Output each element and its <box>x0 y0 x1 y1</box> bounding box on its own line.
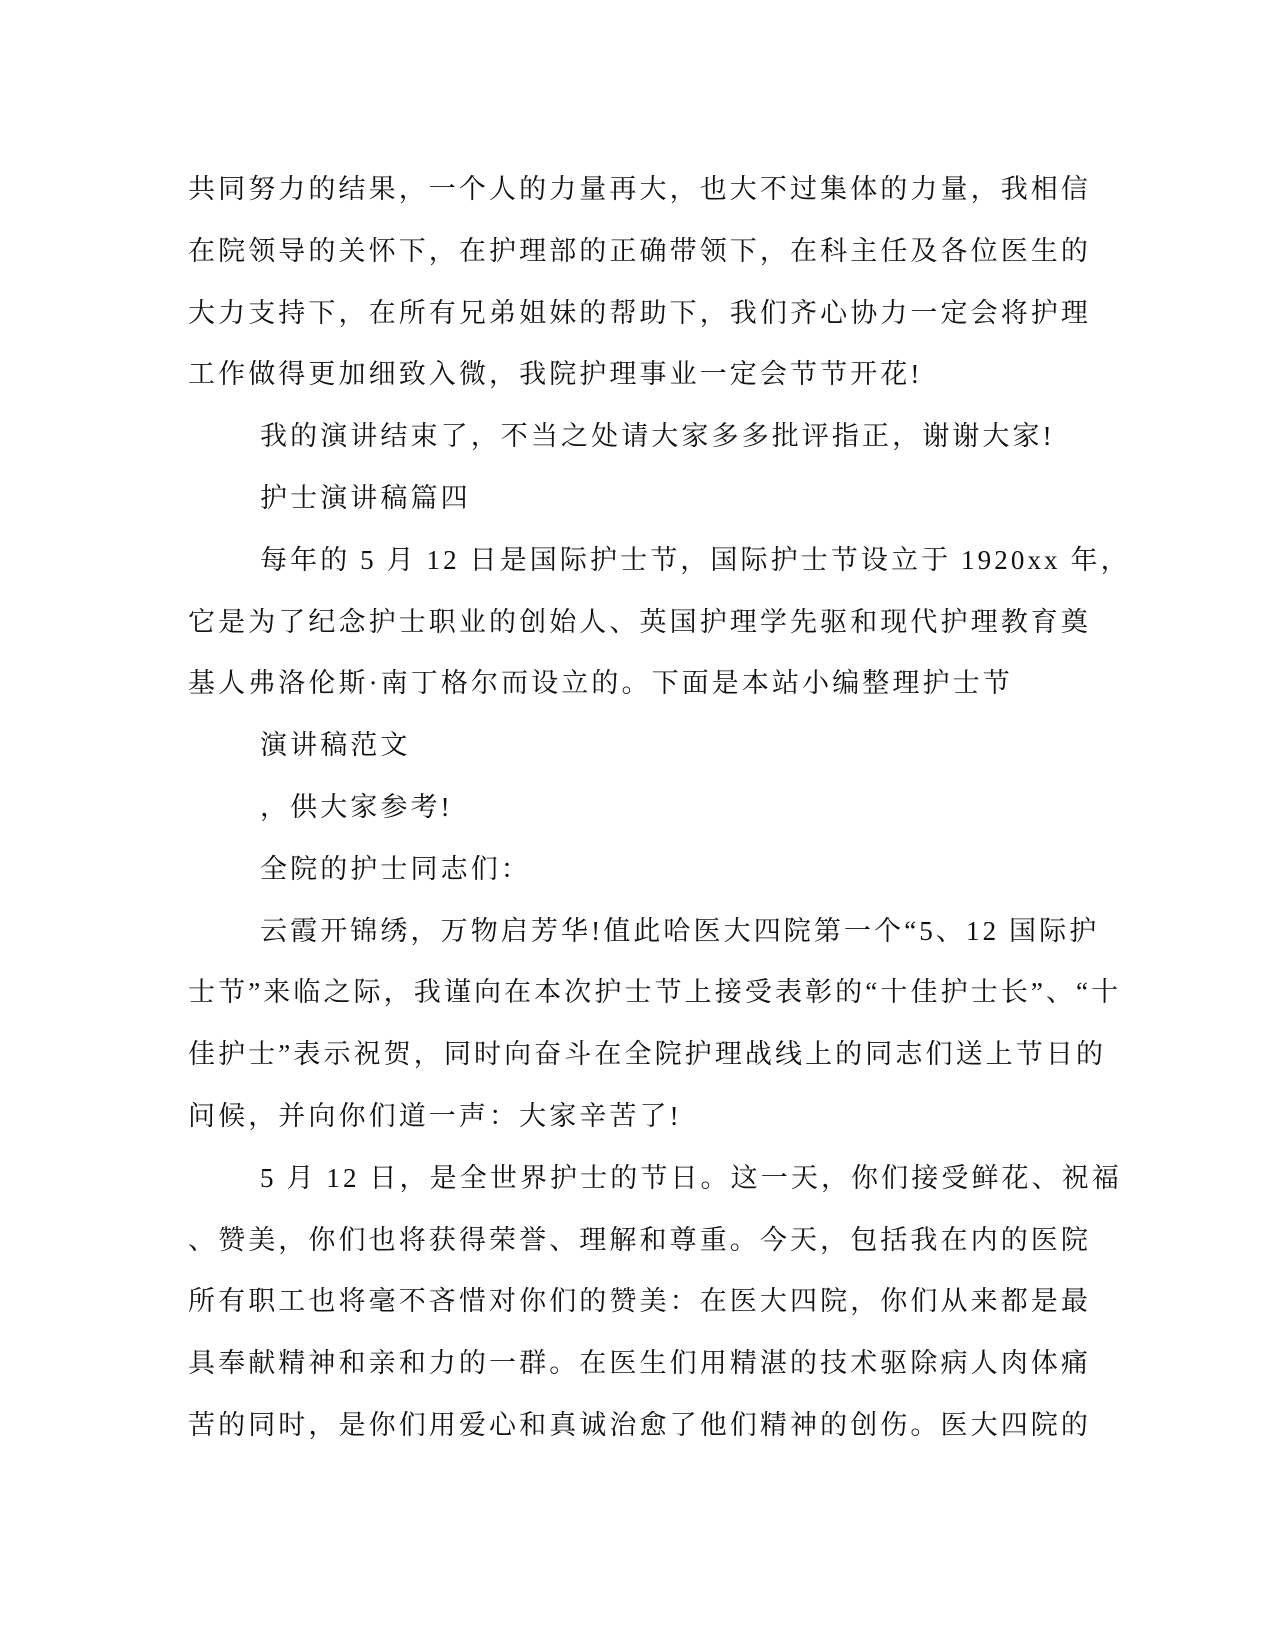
body-line: 、赞美，你们也将获得荣誉、理解和尊重。今天，包括我在内的医院 <box>188 1224 1091 1255</box>
body-line: 佳护士”表示祝贺，同时向奋斗在全院护理战线上的同志们送上节日的 <box>188 1039 1107 1070</box>
body-line: 演讲稿范文 <box>260 730 411 761</box>
body-line: 所有职工也将毫不吝惜对你们的赞美：在医大四院，你们从来都是最 <box>188 1286 1091 1317</box>
body-line: 具奉献精神和亲和力的一群。在医生们用精湛的技术驱除病人肉体痛 <box>188 1348 1091 1379</box>
salutation: 全院的护士同志们： <box>260 853 531 884</box>
body-line: 问候，并向你们道一声：大家辛苦了! <box>188 1100 682 1131</box>
body-line: 在院领导的关怀下，在护理部的正确带领下，在科主任及各位医生的 <box>188 235 1091 266</box>
body-line: ，供大家参考! <box>260 791 453 822</box>
closing-paragraph: 我的演讲结束了，不当之处请大家多多批评指正，谢谢大家! <box>260 421 1055 452</box>
document-body <box>188 159 1131 1457</box>
body-line: 士节”来临之际，我谨向在本次护士节上接受表彰的“十佳护士长”、“十 <box>188 977 1122 1008</box>
body-line: 苦的同时，是你们用爱心和真诚治愈了他们精神的创伤。医大四院的 <box>188 1409 1091 1440</box>
body-line: 工作做得更加细致入微，我院护理事业一定会节节开花! <box>188 359 923 390</box>
body-line: 共同努力的结果，一个人的力量再大，也大不过集体的力量，我相信 <box>188 174 1091 204</box>
body-line: 每年的 5 月 12 日是国际护士节，国际护士节设立于 1920xx 年， <box>260 544 1131 575</box>
body-line: 基人弗洛伦斯·南丁格尔而设立的。下面是本站小编整理护士节 <box>188 668 1013 699</box>
body-line: 它是为了纪念护士职业的创始人、英国护理学先驱和现代护理教育奠 <box>188 606 1091 637</box>
section-heading: 护士演讲稿篇四 <box>260 482 471 513</box>
body-line: 大力支持下，在所有兄弟姐妹的帮助下，我们齐心协力一定会将护理 <box>188 297 1091 328</box>
body-line: 5 月 12 日，是全世界护士的节日。这一天，你们接受鲜花、祝福 <box>260 1162 1122 1193</box>
body-line: 云霞开锦绣，万物启芳华!值此哈医大四院第一个“5、12 国际护 <box>260 915 1100 946</box>
